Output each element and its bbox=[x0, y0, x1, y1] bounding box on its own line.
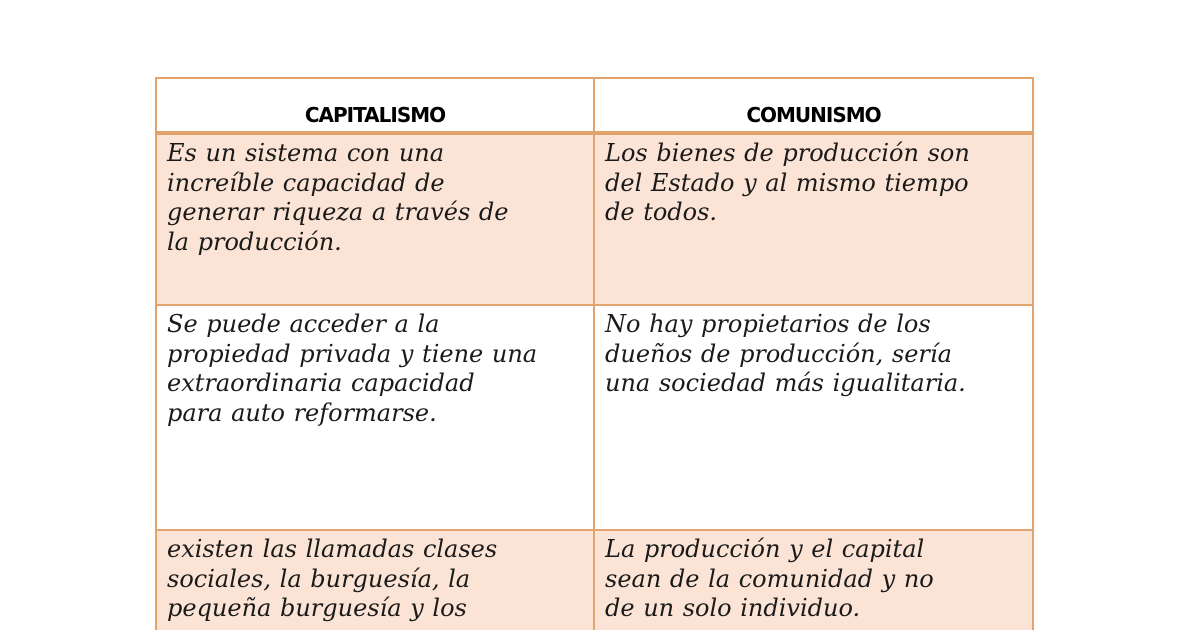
cell-text: La producción y el capital sean de la comunidad y no de un solo individuo. bbox=[605, 535, 934, 622]
cell-text: existen las llamadas clases sociales, la burguesía, la pequeña burguesía y los bbox=[167, 535, 498, 622]
cell-text: No hay propietarios de los dueños de producción, sería una sociedad más igualitaria. bbox=[605, 310, 966, 397]
table-header-row bbox=[156, 78, 1033, 133]
cell-text: Los bienes de producción son del Estado y al mismo tiempo de todos. bbox=[605, 139, 970, 226]
cell-capitalismo bbox=[156, 133, 594, 305]
table-row bbox=[156, 530, 1033, 630]
cell-comunismo bbox=[594, 305, 1033, 530]
table-row bbox=[156, 133, 1033, 305]
cell-comunismo bbox=[594, 530, 1033, 630]
cell-text: Es un sistema con una increíble capacidad de generar riqueza a través de la producción. bbox=[167, 139, 509, 256]
table-row bbox=[156, 305, 1033, 530]
cell-capitalismo bbox=[156, 530, 594, 630]
cell-comunismo bbox=[594, 133, 1033, 305]
cell-text: Se puede acceder a la propiedad privada y tiene una extraordinaria capacidad para auto reformarse. bbox=[167, 310, 538, 427]
cell-capitalismo bbox=[156, 305, 594, 530]
header-comunismo: COMUNISMO bbox=[594, 78, 1033, 133]
header-capitalismo: CAPITALISMO bbox=[156, 78, 594, 133]
comparison-table bbox=[155, 77, 1034, 630]
